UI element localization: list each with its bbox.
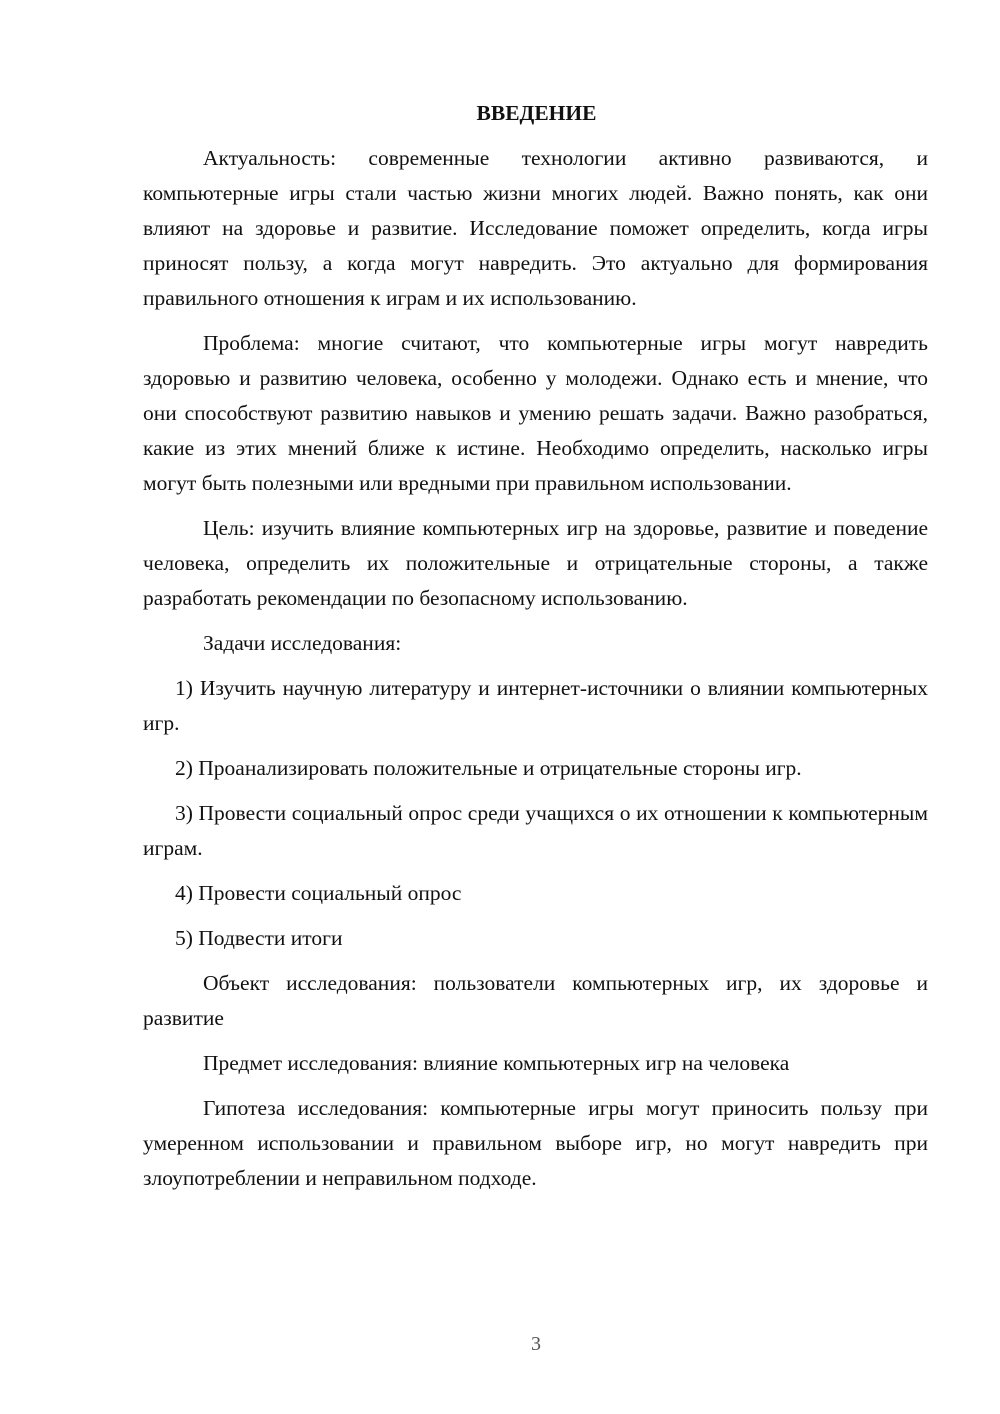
object-paragraph: Объект исследования: пользователи компьютерных игр, их здоровье и развитие (143, 971, 928, 1030)
page-body (143, 96, 928, 1206)
task-item: 4) Провести социальный опрос (175, 881, 462, 905)
task-item: 5) Подвести итоги (175, 926, 343, 950)
section-title: ВВЕДЕНИЕ (476, 101, 597, 125)
relevance-paragraph: Актуальность: современные технологии активно развиваются, и компьютерные игры стали частью жизни многих людей. Важно понять, как они влияют на здоровье и развитие. Исследование поможет определить, когда игры приносят пользу, а когда могут навредить. Это актуально для формирования правильного отношения к играм и их использованию. (143, 146, 928, 310)
page-number: 3 (531, 1333, 541, 1355)
problem-paragraph: Проблема: многие считают, что компьютерные игры могут навредить здоровью и развитию человека, особенно у молодежи. Однако есть и мнение, что они способствуют развитию навыков и умению решать задачи. Важно разобраться, какие из этих мнений ближе к истине. Необходимо определить, насколько игры могут быть полезными или вредными при правильном использовании. (143, 331, 928, 495)
subject-paragraph: Предмет исследования: влияние компьютерных игр на человека (203, 1051, 790, 1075)
hypothesis-paragraph: Гипотеза исследования: компьютерные игры могут приносить пользу при умеренном использовании и правильном выборе игр, но могут навредить при злоупотреблении и неправильном подходе. (143, 1096, 928, 1190)
task-item: 1) Изучить научную литературу и интернет-источники о влиянии компьютерных игр. (143, 676, 928, 735)
tasks-heading: Задачи исследования: (203, 631, 402, 655)
task-item: 2) Проанализировать положительные и отрицательные стороны игр. (175, 756, 802, 780)
goal-paragraph: Цель: изучить влияние компьютерных игр на здоровье, развитие и поведение человека, определить их положительные и отрицательные стороны, а также разработать рекомендации по безопасному использованию. (143, 516, 928, 610)
task-item: 3) Провести социальный опрос среди учащихся о их отношении к компьютерным играм. (143, 801, 928, 860)
